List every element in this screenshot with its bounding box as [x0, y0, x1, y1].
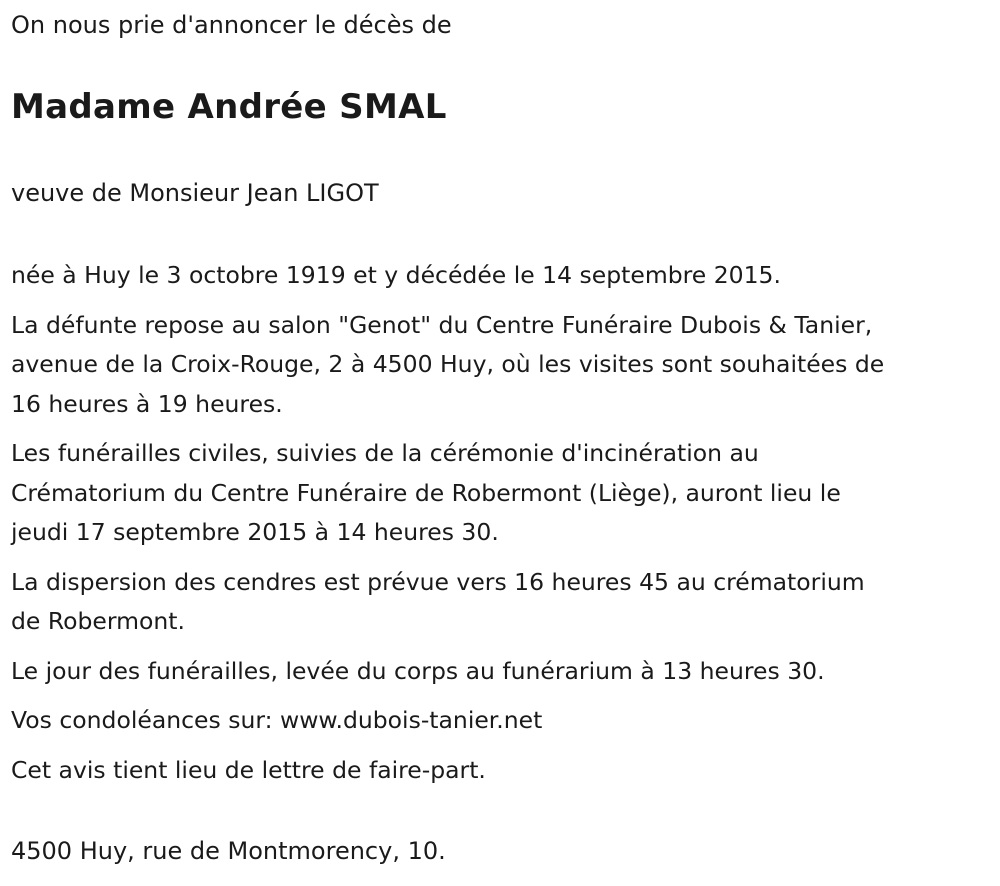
widow-of-text: veuve de Monsieur Jean LIGOT	[11, 179, 379, 207]
paragraph-line: née à Huy le 3 octobre 1919 et y décédée le 14 septembre 2015.	[11, 261, 781, 289]
paragraph-line: avenue de la Croix-Rouge, 2 à 4500 Huy, où les visites sont souhaitées de	[11, 350, 885, 378]
condolences-paragraph	[11, 701, 991, 741]
paragraph-line: Cet avis tient lieu de lettre de faire-part.	[11, 755, 486, 784]
notice-statement-paragraph	[11, 751, 991, 791]
intro-text: On nous prie d'annoncer le décès de	[11, 11, 452, 39]
paragraph-line: Crématorium du Centre Funéraire de Robermont (Liège), auront lieu le	[11, 478, 841, 507]
paragraph-line: La dispersion des cendres est prévue vers 16 heures 45 au crématorium	[11, 567, 865, 596]
viewing-paragraph	[11, 306, 991, 425]
paragraph-line: Le jour des funérailles, levée du corps au funérarium à 13 heures 30.	[11, 656, 825, 685]
paragraph-line: 16 heures à 19 heures.	[11, 389, 283, 418]
deceased-name: Madame Andrée SMAL	[11, 87, 447, 127]
family-address: 4500 Huy, rue de Montmorency, 10.	[11, 837, 446, 865]
paragraph-line: Les funérailles civiles, suivies de la cérémonie d'incinération au	[11, 439, 759, 467]
ash-dispersal-paragraph	[11, 563, 991, 642]
notice-body	[11, 256, 991, 800]
paragraph-line: La défunte repose au salon "Genot" du Centre Funéraire Dubois & Tanier,	[11, 310, 873, 339]
birth-death-paragraph	[11, 256, 991, 296]
paragraph-line: jeudi 17 septembre 2015 à 14 heures 30.	[11, 518, 499, 546]
paragraph-line: de Robermont.	[11, 607, 185, 635]
paragraph-line: Vos condoléances sur: www.dubois-tanier.net	[11, 706, 543, 734]
body-removal-paragraph	[11, 652, 991, 692]
funeral-paragraph	[11, 434, 991, 553]
